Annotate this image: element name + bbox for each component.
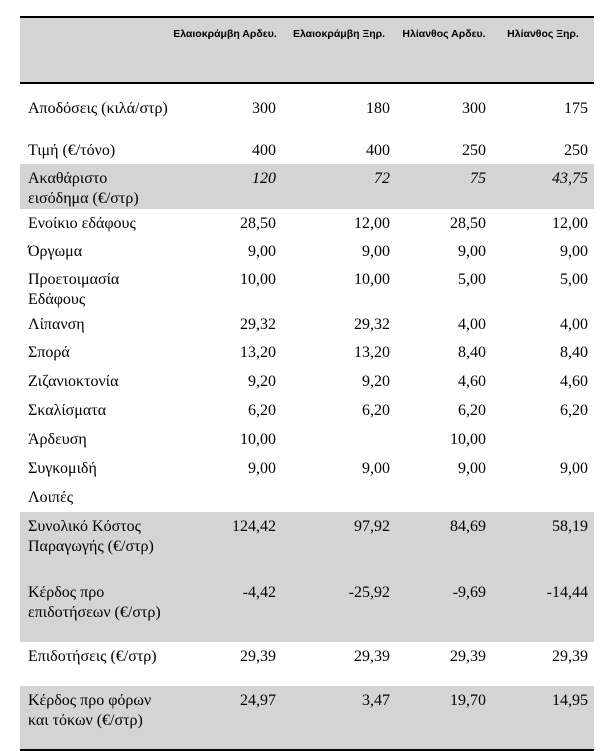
cell-value: 10,00 [354,271,390,288]
cell-value: 250 [564,142,588,159]
table-row [20,310,594,338]
table-row [20,265,594,310]
cell-value: 28,50 [240,215,276,232]
cell-value: 12,00 [552,215,588,232]
cell-value [282,425,396,454]
cell-value [282,483,396,512]
cell-value: 8,40 [560,344,588,361]
cell-value: 13,20 [354,344,390,361]
table-row [20,454,594,483]
cell-value: 250 [462,142,486,159]
cell-value: 10,00 [450,431,486,448]
cell-value: 13,20 [240,344,276,361]
cell-value: 29,39 [552,648,588,665]
table-row [20,425,594,454]
cell-value: 3,47 [362,692,390,709]
cell-value: 10,00 [240,431,276,448]
header-cell-empty [20,17,168,83]
row-label: Τιμή (€/τόνο) [28,142,116,159]
cell-value: 9,00 [560,243,588,260]
cell-value: 400 [366,142,390,159]
row-label: Λίπανση [28,316,85,333]
table-row [20,338,594,367]
header-sunflower-dry: Ηλίανθος Ξηρ. [507,28,579,40]
cell-value [396,483,492,512]
cell-value: 9,00 [362,243,390,260]
cell-value: 9,00 [248,460,276,477]
cell-value: -25,92 [348,584,390,601]
row-label: Κέρδος προ φόρων και τόκων (€/στρ) [28,692,152,729]
table-row [20,578,594,642]
cell-value: 4,00 [458,316,486,333]
cell-value: 24,97 [240,692,276,709]
cost-table [20,16,594,751]
cell-value: 4,00 [560,316,588,333]
cell-value: 6,20 [458,402,486,419]
row-label: Σπορά [28,344,70,361]
cell-value [492,425,594,454]
row-label: Προετοιμασία Εδάφους [28,271,120,308]
table-row [20,237,594,265]
table-row [20,642,594,686]
cell-value: 10,00 [240,271,276,288]
cell-value: 29,39 [450,648,486,665]
cell-value: 300 [462,100,486,117]
table-row [20,367,594,396]
row-label: Συνολικό Κόστος Παραγωγής (€/στρ) [28,518,154,555]
header-row [20,17,594,83]
header-sunflower-irrigated: Ηλίανθος Αρδευ. [402,28,486,40]
row-label: Κέρδος προ επιδοτήσεων (€/στρ) [28,584,161,621]
table-row [20,94,594,136]
cell-value: 4,60 [458,373,486,390]
cell-value: 72 [374,170,390,187]
cell-value: 120 [252,170,276,187]
cell-value: 12,00 [354,215,390,232]
cell-value: 97,92 [354,518,390,535]
cell-value: 9,00 [362,460,390,477]
row-label: Ακαθάριστο εισόδημα (€/στρ) [28,170,139,207]
cell-value [492,483,594,512]
cell-value: 6,20 [362,402,390,419]
cell-value: 5,00 [458,271,486,288]
table-row [20,209,594,237]
cell-value: 9,20 [362,373,390,390]
cell-value: 175 [564,100,588,117]
cell-value: 9,20 [248,373,276,390]
header-canola-irrigated: Ελαιοκράμβη Αρδευ. [173,28,277,40]
row-label: Ζιζανιοκτονία [28,373,119,390]
cell-value: 300 [252,100,276,117]
spacer-row [20,83,594,94]
cell-value: 19,70 [450,692,486,709]
cell-value: 8,40 [458,344,486,361]
table-row [20,686,594,750]
cell-value: -4,42 [242,584,276,601]
cell-value: 75 [470,170,486,187]
cell-value [168,483,282,512]
cell-value: 84,69 [450,518,486,535]
cell-value: 180 [366,100,390,117]
cell-value: 29,32 [354,316,390,333]
table-row [20,164,594,209]
cell-value: 29,32 [240,316,276,333]
cell-value: 43,75 [552,170,588,187]
table-row [20,483,594,512]
cell-value: 58,19 [552,518,588,535]
cell-value: 400 [252,142,276,159]
cell-value: 28,50 [450,215,486,232]
cell-value: -9,69 [452,584,486,601]
cell-value: 6,20 [248,402,276,419]
cell-value: 9,00 [458,243,486,260]
table-row [20,136,594,164]
cell-value: 9,00 [560,460,588,477]
row-label: Συγκομιδή [28,460,97,477]
row-label: Όργωμα [28,243,83,260]
cell-value: 14,95 [552,692,588,709]
cell-value: 5,00 [560,271,588,288]
cell-value: 29,39 [240,648,276,665]
row-label: Άρδευση [28,431,87,448]
row-label: Ενοίκιο εδάφους [28,215,136,232]
cell-value: 9,00 [248,243,276,260]
table-row [20,512,594,578]
cell-value: 9,00 [458,460,486,477]
row-label: Επιδοτήσεις (€/στρ) [28,648,157,665]
cell-value: 6,20 [560,402,588,419]
cell-value: -14,44 [546,584,588,601]
cell-value: 124,42 [232,518,276,535]
row-label: Αποδόσεις (κιλά/στρ) [28,100,168,117]
cell-value: 4,60 [560,373,588,390]
header-canola-dry: Ελαιοκράμβη Ξηρ. [292,28,386,40]
row-label: Λοιπές [28,489,74,506]
cell-value: 29,39 [354,648,390,665]
row-label: Σκαλίσματα [28,402,107,419]
table-row [20,396,594,425]
